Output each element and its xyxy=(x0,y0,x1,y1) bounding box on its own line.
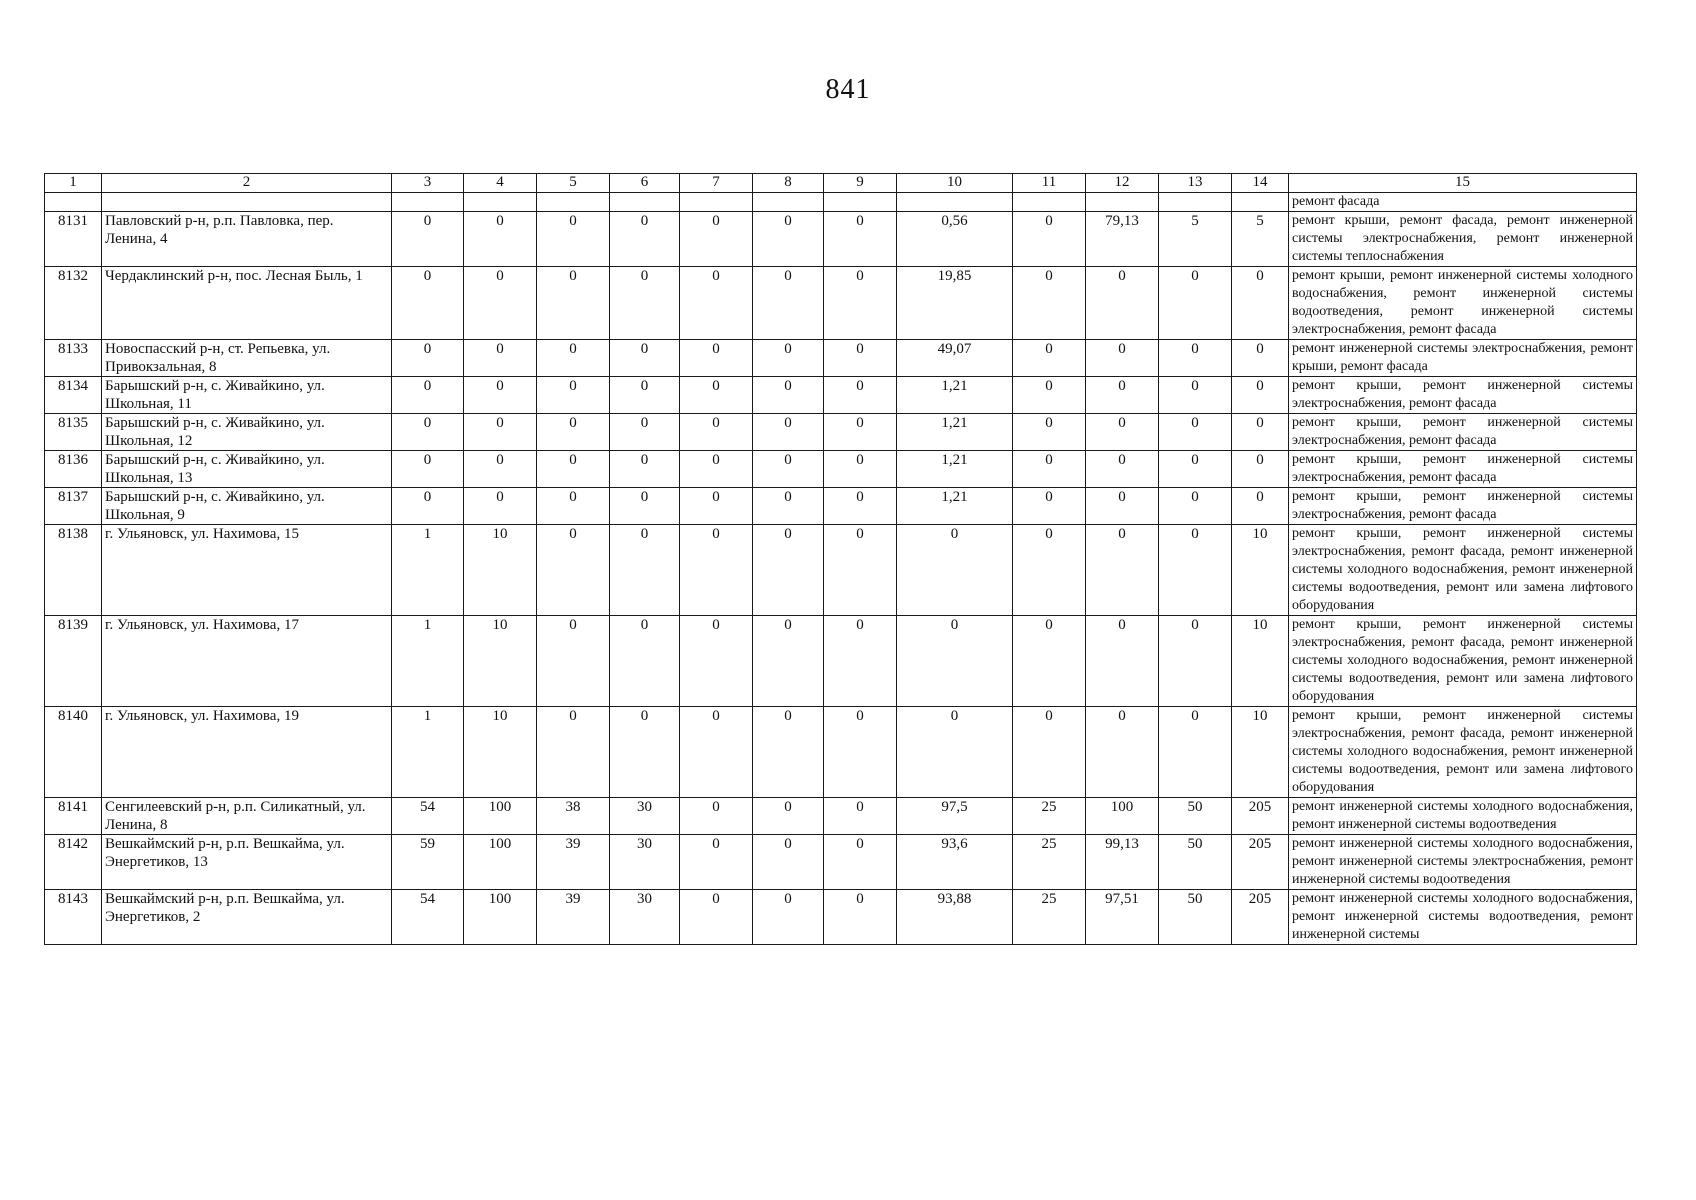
address-cell: Сенгилеевский р-н, р.п. Силикатный, ул. Ленина, 8 xyxy=(102,798,392,835)
value-cell-7: 0 xyxy=(680,267,753,340)
value-cell-13: 0 xyxy=(1159,340,1232,377)
value-cell-5: 0 xyxy=(537,377,610,414)
value-cell-14: 0 xyxy=(1232,267,1289,340)
row-number-cell: 8143 xyxy=(45,890,102,945)
value-cell-14: 0 xyxy=(1232,488,1289,525)
value-cell-11: 0 xyxy=(1013,451,1086,488)
value-cell-8: 0 xyxy=(753,414,824,451)
value-cell-9: 0 xyxy=(824,414,897,451)
value-cell-12: 0 xyxy=(1086,488,1159,525)
value-cell-9: 0 xyxy=(824,451,897,488)
value-cell-13: 5 xyxy=(1159,212,1232,267)
column-header: 4 xyxy=(464,174,537,193)
value-cell-7: 0 xyxy=(680,890,753,945)
registry-table xyxy=(44,173,1637,945)
value-cell-8: 0 xyxy=(753,212,824,267)
value-cell-4: 10 xyxy=(464,707,537,798)
value-cell-8: 0 xyxy=(753,835,824,890)
value-cell-7: 0 xyxy=(680,798,753,835)
value-cell-13: 0 xyxy=(1159,267,1232,340)
value-cell-7: 0 xyxy=(680,616,753,707)
value-cell-12: 100 xyxy=(1086,798,1159,835)
column-header: 10 xyxy=(897,174,1013,193)
value-cell-11: 0 xyxy=(1013,525,1086,616)
value-cell-7: 0 xyxy=(680,835,753,890)
value-cell-7: 0 xyxy=(680,707,753,798)
table-row xyxy=(45,525,1637,616)
value-cell-10: 1,21 xyxy=(897,488,1013,525)
value-cell-3: 0 xyxy=(392,414,464,451)
value-cell-11: 0 xyxy=(1013,707,1086,798)
value-cell-6: 0 xyxy=(610,267,680,340)
address-cell: г. Ульяновск, ул. Нахимова, 19 xyxy=(102,707,392,798)
value-cell-9: 0 xyxy=(824,835,897,890)
value-cell-10: 0,56 xyxy=(897,212,1013,267)
value-cell-5: 0 xyxy=(537,616,610,707)
value-cell-5: 0 xyxy=(537,212,610,267)
value-cell-10: 97,5 xyxy=(897,798,1013,835)
value-cell-13: 0 xyxy=(1159,377,1232,414)
value-cell-7: 0 xyxy=(680,525,753,616)
empty-cell xyxy=(537,193,610,212)
empty-cell xyxy=(464,193,537,212)
empty-cell xyxy=(680,193,753,212)
address-cell: Барышский р-н, с. Живайкино, ул. Школьная, 11 xyxy=(102,377,392,414)
value-cell-11: 25 xyxy=(1013,835,1086,890)
row-number-cell: 8142 xyxy=(45,835,102,890)
value-cell-6: 0 xyxy=(610,340,680,377)
value-cell-11: 0 xyxy=(1013,414,1086,451)
value-cell-12: 0 xyxy=(1086,340,1159,377)
value-cell-6: 30 xyxy=(610,835,680,890)
address-cell: Вешкаймский р-н, р.п. Вешкайма, ул. Энергетиков, 13 xyxy=(102,835,392,890)
value-cell-3: 0 xyxy=(392,488,464,525)
table-row xyxy=(45,707,1637,798)
value-cell-9: 0 xyxy=(824,798,897,835)
value-cell-8: 0 xyxy=(753,616,824,707)
address-cell: Барышский р-н, с. Живайкино, ул. Школьная, 12 xyxy=(102,414,392,451)
table-row xyxy=(45,377,1637,414)
row-number-cell: 8133 xyxy=(45,340,102,377)
column-header: 5 xyxy=(537,174,610,193)
works-cell: ремонт крыши, ремонт инженерной системы электроснабжения, ремонт фасада, ремонт инженерной системы холодного водоснабжения, ремонт инженерной системы водоотведения, ремонт или замена лифтового оборудования xyxy=(1289,707,1637,798)
value-cell-4: 100 xyxy=(464,890,537,945)
value-cell-14: 10 xyxy=(1232,525,1289,616)
table-row xyxy=(45,835,1637,890)
value-cell-4: 0 xyxy=(464,340,537,377)
works-cell: ремонт крыши, ремонт фасада, ремонт инженерной системы электроснабжения, ремонт инженерной системы теплоснабжения xyxy=(1289,212,1637,267)
value-cell-7: 0 xyxy=(680,340,753,377)
value-cell-4: 100 xyxy=(464,798,537,835)
empty-cell xyxy=(1086,193,1159,212)
table-row xyxy=(45,451,1637,488)
value-cell-11: 0 xyxy=(1013,488,1086,525)
empty-cell xyxy=(102,193,392,212)
table-row xyxy=(45,616,1637,707)
value-cell-10: 1,21 xyxy=(897,377,1013,414)
empty-cell xyxy=(753,193,824,212)
table-row xyxy=(45,267,1637,340)
empty-cell xyxy=(824,193,897,212)
address-cell: Новоспасский р-н, ст. Репьевка, ул. Привокзальная, 8 xyxy=(102,340,392,377)
row-number-cell: 8138 xyxy=(45,525,102,616)
value-cell-12: 97,51 xyxy=(1086,890,1159,945)
value-cell-9: 0 xyxy=(824,340,897,377)
value-cell-4: 0 xyxy=(464,414,537,451)
value-cell-12: 0 xyxy=(1086,451,1159,488)
row-number-cell: 8132 xyxy=(45,267,102,340)
column-header: 12 xyxy=(1086,174,1159,193)
row-number-cell: 8131 xyxy=(45,212,102,267)
value-cell-9: 0 xyxy=(824,212,897,267)
value-cell-3: 1 xyxy=(392,707,464,798)
works-cell: ремонт крыши, ремонт инженерной системы холодного водоснабжения, ремонт инженерной системы водоотведения, ремонт инженерной системы электроснабжения, ремонт фасада xyxy=(1289,267,1637,340)
column-header: 6 xyxy=(610,174,680,193)
value-cell-4: 0 xyxy=(464,267,537,340)
works-cell: ремонт крыши, ремонт инженерной системы электроснабжения, ремонт фасада xyxy=(1289,451,1637,488)
row-number-cell: 8137 xyxy=(45,488,102,525)
value-cell-5: 0 xyxy=(537,707,610,798)
value-cell-11: 25 xyxy=(1013,890,1086,945)
value-cell-13: 0 xyxy=(1159,414,1232,451)
column-header: 7 xyxy=(680,174,753,193)
empty-cell xyxy=(897,193,1013,212)
value-cell-10: 0 xyxy=(897,616,1013,707)
works-cell: ремонт крыши, ремонт инженерной системы электроснабжения, ремонт фасада xyxy=(1289,377,1637,414)
value-cell-12: 0 xyxy=(1086,267,1159,340)
value-cell-6: 0 xyxy=(610,525,680,616)
page-number: 841 xyxy=(825,74,871,105)
value-cell-4: 0 xyxy=(464,212,537,267)
value-cell-3: 0 xyxy=(392,267,464,340)
value-cell-8: 0 xyxy=(753,707,824,798)
column-header: 15 xyxy=(1289,174,1637,193)
value-cell-9: 0 xyxy=(824,707,897,798)
value-cell-10: 0 xyxy=(897,707,1013,798)
value-cell-8: 0 xyxy=(753,340,824,377)
address-cell: Барышский р-н, с. Живайкино, ул. Школьная, 9 xyxy=(102,488,392,525)
value-cell-13: 0 xyxy=(1159,451,1232,488)
value-cell-11: 0 xyxy=(1013,616,1086,707)
value-cell-9: 0 xyxy=(824,488,897,525)
works-continuation: ремонт фасада xyxy=(1289,193,1637,212)
value-cell-3: 0 xyxy=(392,451,464,488)
value-cell-10: 1,21 xyxy=(897,451,1013,488)
row-number-cell: 8141 xyxy=(45,798,102,835)
value-cell-14: 0 xyxy=(1232,414,1289,451)
value-cell-14: 10 xyxy=(1232,707,1289,798)
value-cell-7: 0 xyxy=(680,451,753,488)
value-cell-10: 93,88 xyxy=(897,890,1013,945)
value-cell-10: 19,85 xyxy=(897,267,1013,340)
value-cell-5: 39 xyxy=(537,890,610,945)
value-cell-3: 0 xyxy=(392,340,464,377)
table-row xyxy=(45,890,1637,945)
value-cell-13: 50 xyxy=(1159,798,1232,835)
address-cell: г. Ульяновск, ул. Нахимова, 17 xyxy=(102,616,392,707)
value-cell-5: 38 xyxy=(537,798,610,835)
value-cell-8: 0 xyxy=(753,798,824,835)
value-cell-5: 0 xyxy=(537,525,610,616)
empty-cell xyxy=(1013,193,1086,212)
address-cell: г. Ульяновск, ул. Нахимова, 15 xyxy=(102,525,392,616)
value-cell-10: 49,07 xyxy=(897,340,1013,377)
value-cell-5: 0 xyxy=(537,488,610,525)
value-cell-10: 1,21 xyxy=(897,414,1013,451)
column-header: 8 xyxy=(753,174,824,193)
value-cell-7: 0 xyxy=(680,488,753,525)
value-cell-4: 100 xyxy=(464,835,537,890)
value-cell-14: 205 xyxy=(1232,798,1289,835)
value-cell-5: 0 xyxy=(537,340,610,377)
value-cell-14: 205 xyxy=(1232,890,1289,945)
works-cell: ремонт инженерной системы холодного водоснабжения, ремонт инженерной системы электроснабжения, ремонт инженерной системы водоотведения xyxy=(1289,835,1637,890)
column-header: 14 xyxy=(1232,174,1289,193)
value-cell-9: 0 xyxy=(824,267,897,340)
works-cell: ремонт крыши, ремонт инженерной системы электроснабжения, ремонт фасада, ремонт инженерной системы холодного водоснабжения, ремонт инженерной системы водоотведения, ремонт или замена лифтового оборудования xyxy=(1289,616,1637,707)
row-number-cell: 8135 xyxy=(45,414,102,451)
value-cell-11: 0 xyxy=(1013,340,1086,377)
table-row xyxy=(45,488,1637,525)
value-cell-11: 25 xyxy=(1013,798,1086,835)
value-cell-3: 59 xyxy=(392,835,464,890)
value-cell-14: 10 xyxy=(1232,616,1289,707)
works-cell: ремонт крыши, ремонт инженерной системы электроснабжения, ремонт фасада xyxy=(1289,414,1637,451)
value-cell-6: 0 xyxy=(610,488,680,525)
value-cell-13: 0 xyxy=(1159,616,1232,707)
value-cell-5: 0 xyxy=(537,451,610,488)
value-cell-6: 0 xyxy=(610,707,680,798)
value-cell-3: 54 xyxy=(392,798,464,835)
value-cell-3: 1 xyxy=(392,616,464,707)
value-cell-14: 205 xyxy=(1232,835,1289,890)
value-cell-8: 0 xyxy=(753,451,824,488)
value-cell-13: 0 xyxy=(1159,488,1232,525)
column-header: 13 xyxy=(1159,174,1232,193)
row-number-cell: 8136 xyxy=(45,451,102,488)
value-cell-10: 0 xyxy=(897,525,1013,616)
row-number-cell: 8140 xyxy=(45,707,102,798)
value-cell-3: 54 xyxy=(392,890,464,945)
value-cell-4: 10 xyxy=(464,616,537,707)
value-cell-3: 1 xyxy=(392,525,464,616)
value-cell-12: 0 xyxy=(1086,414,1159,451)
value-cell-11: 0 xyxy=(1013,267,1086,340)
address-cell: Барышский р-н, с. Живайкино, ул. Школьная, 13 xyxy=(102,451,392,488)
value-cell-6: 0 xyxy=(610,212,680,267)
value-cell-13: 0 xyxy=(1159,525,1232,616)
value-cell-11: 0 xyxy=(1013,212,1086,267)
value-cell-7: 0 xyxy=(680,414,753,451)
value-cell-4: 10 xyxy=(464,525,537,616)
value-cell-6: 0 xyxy=(610,377,680,414)
value-cell-9: 0 xyxy=(824,525,897,616)
value-cell-8: 0 xyxy=(753,488,824,525)
value-cell-7: 0 xyxy=(680,377,753,414)
value-cell-10: 93,6 xyxy=(897,835,1013,890)
value-cell-14: 0 xyxy=(1232,377,1289,414)
column-header: 9 xyxy=(824,174,897,193)
column-header: 3 xyxy=(392,174,464,193)
value-cell-4: 0 xyxy=(464,488,537,525)
works-cell: ремонт крыши, ремонт инженерной системы электроснабжения, ремонт фасада, ремонт инженерной системы холодного водоснабжения, ремонт инженерной системы водоотведения, ремонт или замена лифтового оборудования xyxy=(1289,525,1637,616)
address-cell: Вешкаймский р-н, р.п. Вешкайма, ул. Энергетиков, 2 xyxy=(102,890,392,945)
works-cell: ремонт инженерной системы электроснабжения, ремонт крыши, ремонт фасада xyxy=(1289,340,1637,377)
value-cell-8: 0 xyxy=(753,890,824,945)
value-cell-12: 99,13 xyxy=(1086,835,1159,890)
address-cell: Чердаклинский р-н, пос. Лесная Быль, 1 xyxy=(102,267,392,340)
value-cell-12: 0 xyxy=(1086,525,1159,616)
value-cell-12: 0 xyxy=(1086,707,1159,798)
value-cell-9: 0 xyxy=(824,377,897,414)
works-cell: ремонт инженерной системы холодного водоснабжения, ремонт инженерной системы водоотведения, ремонт инженерной системы xyxy=(1289,890,1637,945)
empty-cell xyxy=(392,193,464,212)
value-cell-12: 0 xyxy=(1086,616,1159,707)
value-cell-13: 0 xyxy=(1159,707,1232,798)
row-number-cell: 8134 xyxy=(45,377,102,414)
value-cell-13: 50 xyxy=(1159,835,1232,890)
value-cell-9: 0 xyxy=(824,890,897,945)
value-cell-8: 0 xyxy=(753,377,824,414)
value-cell-6: 0 xyxy=(610,451,680,488)
table-row xyxy=(45,212,1637,267)
value-cell-13: 50 xyxy=(1159,890,1232,945)
continuation-row xyxy=(45,193,1637,212)
empty-cell xyxy=(1232,193,1289,212)
value-cell-6: 0 xyxy=(610,616,680,707)
value-cell-12: 79,13 xyxy=(1086,212,1159,267)
value-cell-12: 0 xyxy=(1086,377,1159,414)
empty-cell xyxy=(45,193,102,212)
column-header: 2 xyxy=(102,174,392,193)
value-cell-3: 0 xyxy=(392,212,464,267)
value-cell-5: 39 xyxy=(537,835,610,890)
row-number-cell: 8139 xyxy=(45,616,102,707)
value-cell-5: 0 xyxy=(537,267,610,340)
value-cell-8: 0 xyxy=(753,525,824,616)
table-row xyxy=(45,414,1637,451)
value-cell-9: 0 xyxy=(824,616,897,707)
value-cell-8: 0 xyxy=(753,267,824,340)
column-header: 11 xyxy=(1013,174,1086,193)
value-cell-6: 0 xyxy=(610,414,680,451)
value-cell-6: 30 xyxy=(610,798,680,835)
works-cell: ремонт инженерной системы холодного водоснабжения, ремонт инженерной системы водоотведения xyxy=(1289,798,1637,835)
value-cell-5: 0 xyxy=(537,414,610,451)
value-cell-6: 30 xyxy=(610,890,680,945)
empty-cell xyxy=(1159,193,1232,212)
column-number-row xyxy=(45,174,1637,193)
table-row xyxy=(45,798,1637,835)
value-cell-3: 0 xyxy=(392,377,464,414)
works-cell: ремонт крыши, ремонт инженерной системы электроснабжения, ремонт фасада xyxy=(1289,488,1637,525)
value-cell-7: 0 xyxy=(680,212,753,267)
value-cell-14: 5 xyxy=(1232,212,1289,267)
table-row xyxy=(45,340,1637,377)
address-cell: Павловский р-н, р.п. Павловка, пер. Ленина, 4 xyxy=(102,212,392,267)
value-cell-14: 0 xyxy=(1232,340,1289,377)
value-cell-4: 0 xyxy=(464,451,537,488)
value-cell-14: 0 xyxy=(1232,451,1289,488)
empty-cell xyxy=(610,193,680,212)
value-cell-11: 0 xyxy=(1013,377,1086,414)
column-header: 1 xyxy=(45,174,102,193)
value-cell-4: 0 xyxy=(464,377,537,414)
